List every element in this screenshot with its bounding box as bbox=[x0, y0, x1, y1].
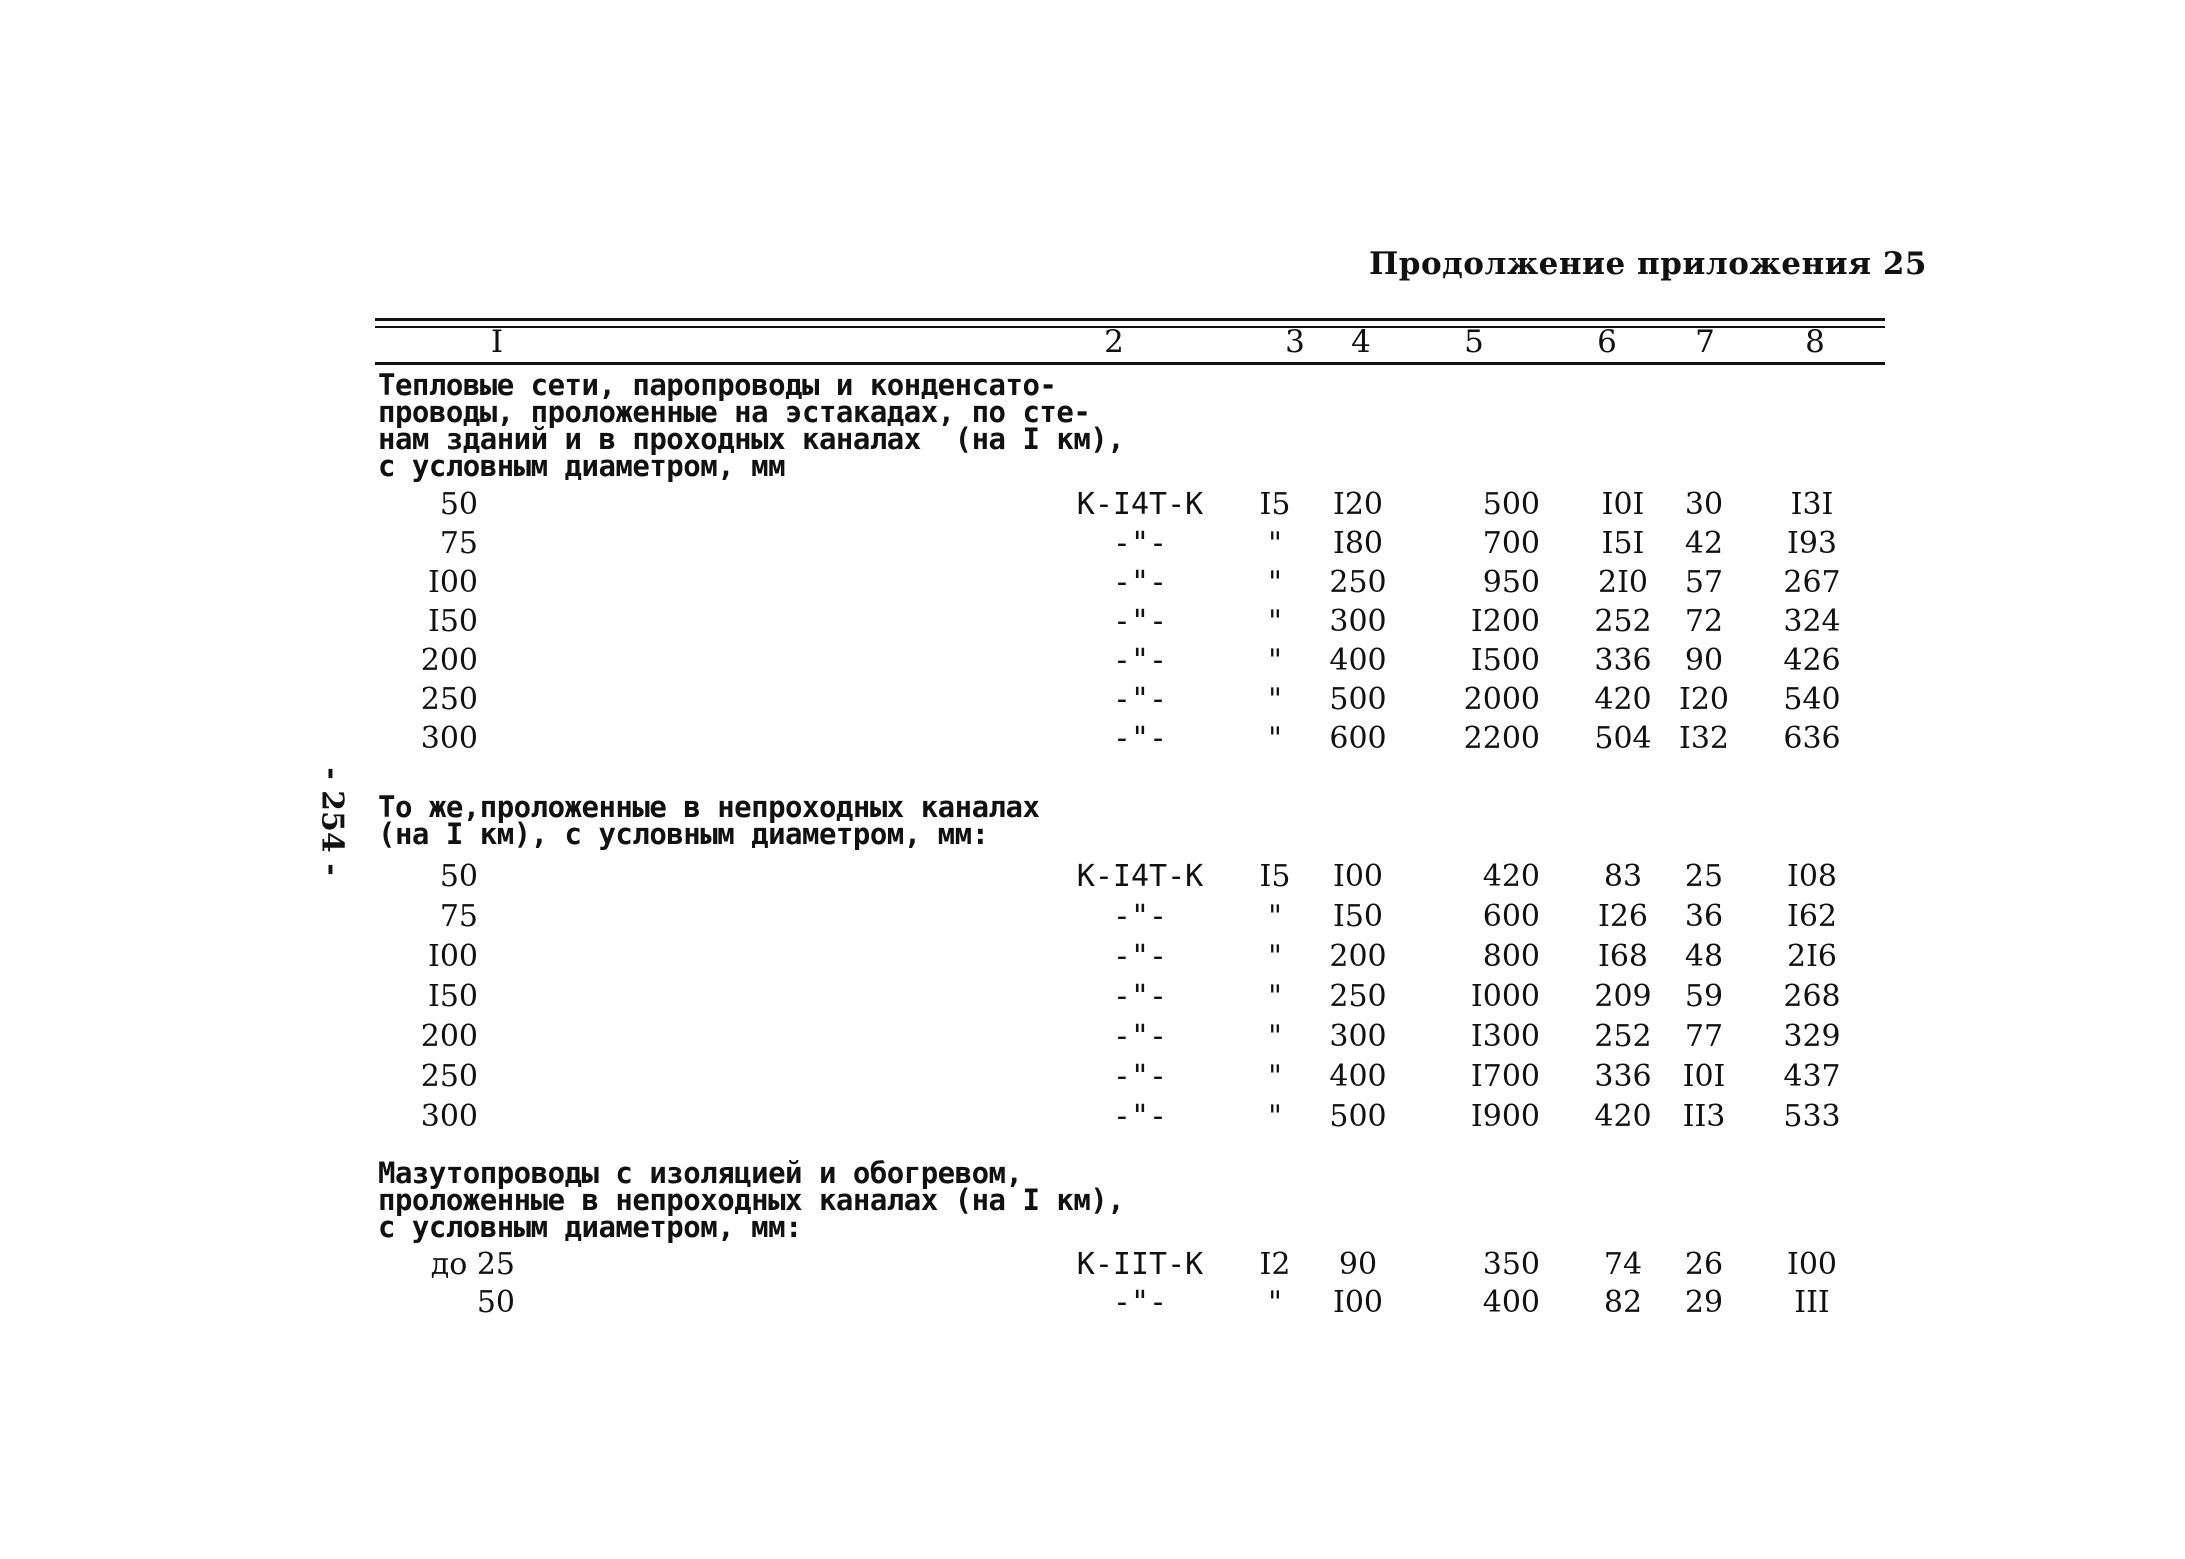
cell-col7: 25 bbox=[1684, 859, 1724, 894]
cell-diameter: 50 bbox=[476, 1285, 515, 1320]
cell-col6: I68 bbox=[1597, 939, 1649, 974]
cell-col7: 26 bbox=[1684, 1247, 1724, 1282]
cell-diameter: I50 bbox=[427, 604, 478, 639]
group-title: То же,проложенные в непроходных каналах (на I км), с условным диаметром, мм: bbox=[378, 790, 1040, 851]
cell-col4: 600 bbox=[1329, 721, 1387, 756]
table-row bbox=[0, 1245, 2185, 1285]
cell-col7: 42 bbox=[1684, 526, 1724, 561]
cell-diameter: 250 bbox=[420, 682, 478, 717]
cell-col5: 2000 bbox=[1463, 682, 1540, 717]
cell-col4: I00 bbox=[1332, 859, 1384, 894]
cell-code: -"- bbox=[1112, 939, 1168, 974]
cell-col3: I2 bbox=[1259, 1247, 1291, 1282]
cell-col4: I00 bbox=[1332, 1285, 1384, 1320]
cell-col7: 77 bbox=[1684, 1019, 1724, 1054]
table-row bbox=[0, 563, 2185, 603]
cell-col4: 400 bbox=[1329, 643, 1387, 678]
cell-col3: " bbox=[1268, 682, 1282, 717]
column-header-4: 4 bbox=[1351, 324, 1371, 360]
cell-col6: I0I bbox=[1601, 487, 1645, 522]
cell-col5: 2200 bbox=[1463, 721, 1540, 756]
table-row bbox=[0, 602, 2185, 642]
cell-col6: 74 bbox=[1603, 1247, 1643, 1282]
cell-col3: " bbox=[1268, 939, 1282, 974]
cell-col4: 500 bbox=[1329, 682, 1387, 717]
column-header-3: 3 bbox=[1285, 324, 1305, 360]
cell-col5: I700 bbox=[1470, 1059, 1540, 1094]
page-header: Продолжение приложения 25 bbox=[1369, 246, 1927, 282]
cell-col4: 250 bbox=[1329, 565, 1387, 600]
cell-col8: III bbox=[1794, 1285, 1830, 1320]
cell-col6: 336 bbox=[1594, 1059, 1652, 1094]
cell-diameter: 75 bbox=[439, 899, 478, 934]
cell-col8: 437 bbox=[1783, 1059, 1841, 1094]
cell-code: -"- bbox=[1112, 721, 1168, 756]
cell-col5: 600 bbox=[1482, 899, 1540, 934]
cell-code: -"- bbox=[1112, 1059, 1168, 1094]
cell-diameter: 300 bbox=[420, 1099, 478, 1134]
cell-col4: 250 bbox=[1329, 979, 1387, 1014]
cell-diameter: 75 bbox=[439, 526, 478, 561]
cell-col3: " bbox=[1268, 899, 1282, 934]
table-top-rule-2 bbox=[375, 326, 1885, 328]
cell-code: К-I4Т-К bbox=[1076, 487, 1204, 522]
cell-col5: 950 bbox=[1482, 565, 1540, 600]
cell-col5: I900 bbox=[1470, 1099, 1540, 1134]
cell-code: -"- bbox=[1112, 899, 1168, 934]
cell-diameter: I00 bbox=[427, 565, 478, 600]
cell-col5: 700 bbox=[1482, 526, 1540, 561]
cell-diameter: 300 bbox=[420, 721, 478, 756]
cell-col6: 504 bbox=[1594, 721, 1652, 756]
cell-diameter: 200 bbox=[420, 643, 478, 678]
cell-col6: 420 bbox=[1594, 682, 1652, 717]
cell-col7: 30 bbox=[1684, 487, 1724, 522]
cell-col4: 90 bbox=[1338, 1247, 1378, 1282]
table-row bbox=[0, 977, 2185, 1017]
column-header-5: 5 bbox=[1464, 324, 1484, 360]
cell-code: -"- bbox=[1112, 1099, 1168, 1134]
cell-col7: 57 bbox=[1684, 565, 1724, 600]
table-row bbox=[0, 897, 2185, 937]
cell-col4: 200 bbox=[1329, 939, 1387, 974]
cell-code: К-IIТ-К bbox=[1076, 1247, 1204, 1282]
column-header-2: 2 bbox=[1104, 324, 1124, 360]
cell-col4: 500 bbox=[1329, 1099, 1387, 1134]
cell-col8: 267 bbox=[1783, 565, 1841, 600]
cell-code: -"- bbox=[1112, 643, 1168, 678]
cell-col8: I62 bbox=[1786, 899, 1838, 934]
page-number-text: - 254 - bbox=[314, 767, 350, 876]
cell-col6: 252 bbox=[1594, 1019, 1652, 1054]
cell-col5: I300 bbox=[1470, 1019, 1540, 1054]
cell-col3: I5 bbox=[1259, 487, 1291, 522]
cell-code: -"- bbox=[1112, 1019, 1168, 1054]
cell-col7: 90 bbox=[1684, 643, 1724, 678]
cell-col6: 83 bbox=[1603, 859, 1643, 894]
cell-col4: 300 bbox=[1329, 1019, 1387, 1054]
cell-code: -"- bbox=[1112, 1285, 1168, 1320]
cell-col4: I50 bbox=[1332, 899, 1384, 934]
cell-col3: " bbox=[1268, 565, 1282, 600]
table-row bbox=[0, 937, 2185, 977]
cell-col3: " bbox=[1268, 1099, 1282, 1134]
cell-col3: " bbox=[1268, 1285, 1282, 1320]
cell-col7: 72 bbox=[1684, 604, 1724, 639]
cell-col5: 420 bbox=[1482, 859, 1540, 894]
cell-col7: I32 bbox=[1678, 721, 1730, 756]
cell-col4: I80 bbox=[1332, 526, 1384, 561]
cell-col5: 800 bbox=[1482, 939, 1540, 974]
column-header-1: I bbox=[490, 324, 504, 360]
cell-col7: I20 bbox=[1678, 682, 1730, 717]
cell-col8: 636 bbox=[1783, 721, 1841, 756]
cell-code: -"- bbox=[1112, 979, 1168, 1014]
table-row bbox=[0, 857, 2185, 897]
cell-col4: 300 bbox=[1329, 604, 1387, 639]
table-row bbox=[0, 1057, 2185, 1097]
table-row bbox=[0, 1017, 2185, 1057]
column-header-6: 6 bbox=[1597, 324, 1617, 360]
cell-col8: 324 bbox=[1783, 604, 1841, 639]
cell-col7: 29 bbox=[1684, 1285, 1724, 1320]
group-title: Тепловые сети, паропроводы и конденсато- проводы, проложенные на эстакадах, по сте- нам зданий и в проходных каналах (на I км), с условным диаметром, мм bbox=[378, 368, 1125, 483]
cell-col8: I93 bbox=[1786, 526, 1838, 561]
cell-col7: I0I bbox=[1682, 1059, 1726, 1094]
cell-col5: 400 bbox=[1482, 1285, 1540, 1320]
table-row bbox=[0, 1097, 2185, 1137]
cell-col3: " bbox=[1268, 1059, 1282, 1094]
cell-col5: 350 bbox=[1482, 1247, 1540, 1282]
cell-col3: " bbox=[1268, 604, 1282, 639]
cell-col5: 500 bbox=[1482, 487, 1540, 522]
cell-col5: I500 bbox=[1470, 643, 1540, 678]
column-header-8: 8 bbox=[1805, 324, 1825, 360]
table-top-rule bbox=[375, 318, 1885, 321]
cell-col5: I200 bbox=[1470, 604, 1540, 639]
cell-col3: " bbox=[1268, 979, 1282, 1014]
cell-col6: 252 bbox=[1594, 604, 1652, 639]
cell-diameter: 250 bbox=[420, 1059, 478, 1094]
cell-diameter: 50 bbox=[439, 859, 478, 894]
column-header-7: 7 bbox=[1695, 324, 1715, 360]
cell-col3: " bbox=[1268, 721, 1282, 756]
cell-col8: 268 bbox=[1783, 979, 1841, 1014]
cell-col8: 329 bbox=[1783, 1019, 1841, 1054]
cell-col6: 82 bbox=[1603, 1285, 1643, 1320]
cell-col6: 336 bbox=[1594, 643, 1652, 678]
cell-code: К-I4Т-К bbox=[1076, 859, 1204, 894]
cell-col3: I5 bbox=[1259, 859, 1291, 894]
cell-col4: 400 bbox=[1329, 1059, 1387, 1094]
cell-col8: 540 bbox=[1783, 682, 1841, 717]
table-row bbox=[0, 524, 2185, 564]
cell-col6: 2I0 bbox=[1597, 565, 1649, 600]
cell-col6: I5I bbox=[1601, 526, 1645, 561]
table-row bbox=[0, 680, 2185, 720]
cell-col3: " bbox=[1268, 643, 1282, 678]
cell-code: -"- bbox=[1112, 682, 1168, 717]
table-row bbox=[0, 485, 2185, 525]
cell-col6: 420 bbox=[1594, 1099, 1652, 1134]
cell-code: -"- bbox=[1112, 565, 1168, 600]
cell-col8: 2I6 bbox=[1786, 939, 1838, 974]
cell-diameter: 50 bbox=[439, 487, 478, 522]
cell-col3: " bbox=[1268, 526, 1282, 561]
cell-col5: I000 bbox=[1470, 979, 1540, 1014]
table-row bbox=[0, 1283, 2185, 1323]
cell-col8: I00 bbox=[1786, 1247, 1838, 1282]
cell-col8: I08 bbox=[1786, 859, 1838, 894]
cell-col3: " bbox=[1268, 1019, 1282, 1054]
cell-diameter: I00 bbox=[427, 939, 478, 974]
header-bottom-rule bbox=[375, 362, 1885, 365]
cell-col6: I26 bbox=[1597, 899, 1649, 934]
cell-col8: I3I bbox=[1790, 487, 1834, 522]
cell-col7: 48 bbox=[1684, 939, 1724, 974]
cell-col7: 36 bbox=[1684, 899, 1724, 934]
table-row bbox=[0, 641, 2185, 681]
cell-col7: 59 bbox=[1684, 979, 1724, 1014]
cell-col4: I20 bbox=[1332, 487, 1384, 522]
cell-code: -"- bbox=[1112, 526, 1168, 561]
cell-col7: II3 bbox=[1682, 1099, 1726, 1134]
cell-diameter: I50 bbox=[427, 979, 478, 1014]
cell-diameter: до 25 bbox=[430, 1247, 515, 1282]
cell-col8: 426 bbox=[1783, 643, 1841, 678]
group-title: Мазутопроводы с изоляцией и обогревом, проложенные в непроходных каналах (на I км), с условным диаметром, мм: bbox=[378, 1156, 1125, 1244]
cell-col6: 209 bbox=[1594, 979, 1652, 1014]
cell-col8: 533 bbox=[1783, 1099, 1841, 1134]
table-row bbox=[0, 719, 2185, 759]
cell-diameter: 200 bbox=[420, 1019, 478, 1054]
cell-code: -"- bbox=[1112, 604, 1168, 639]
